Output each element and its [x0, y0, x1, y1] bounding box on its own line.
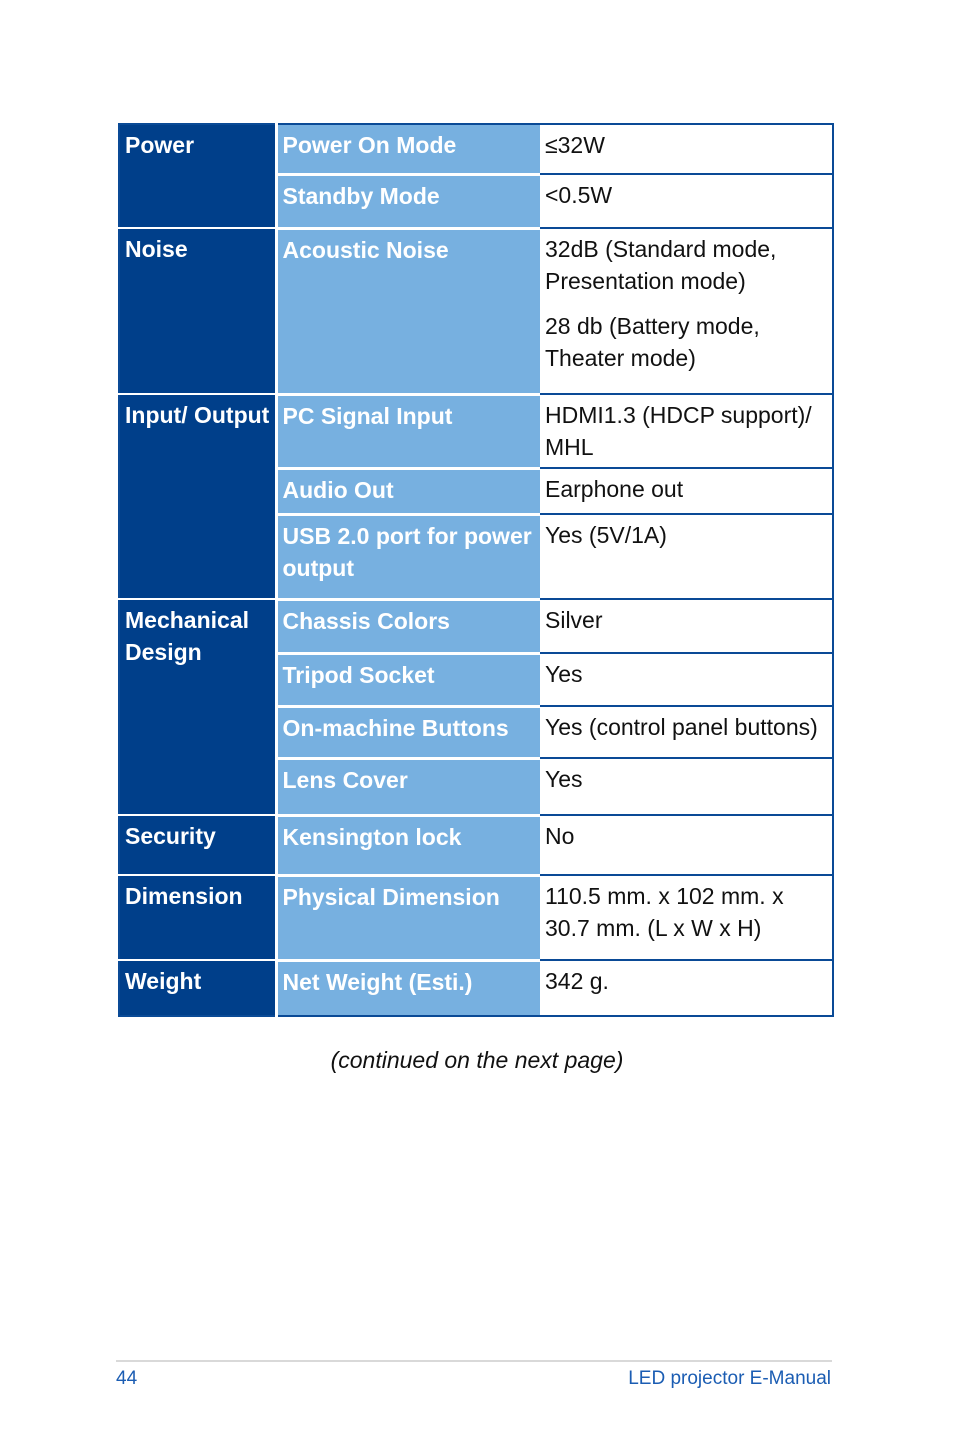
- feature-net-weight: Net Weight (Esti.): [276, 960, 540, 1016]
- value-standby-mode: [540, 174, 833, 228]
- category-dimension: Dimension: [119, 875, 276, 960]
- category-security: Security: [119, 815, 276, 875]
- category-weight: Weight: [119, 960, 276, 1016]
- value-text: Yes: [545, 661, 583, 687]
- footer-divider: [116, 1360, 832, 1362]
- feature-audio-out: Audio Out: [276, 468, 540, 514]
- value-audio-out: [540, 468, 833, 514]
- value-text: 28 db (Battery mode, Theater mode): [545, 313, 760, 371]
- value-on-machine-buttons: [540, 706, 833, 758]
- feature-chassis-colors: Chassis Colors: [276, 599, 540, 653]
- feature-usb-power-output: USB 2.0 port for power output: [276, 514, 540, 599]
- feature-kensington-lock: Kensington lock: [276, 815, 540, 875]
- value-usb-power-output: [540, 514, 833, 599]
- feature-physical-dimension: Physical Dimension: [276, 875, 540, 960]
- continued-note: (continued on the next page): [330, 1047, 624, 1073]
- value-chassis-colors: [540, 599, 833, 653]
- value-text: 110.5 mm. x 102 mm. x 30.7 mm. (L x W x H): [545, 883, 784, 941]
- category-power: Power: [119, 124, 276, 228]
- value-text: <0.5W: [545, 182, 613, 208]
- page-number: 44: [116, 1368, 138, 1389]
- value-text: ≤32W: [545, 132, 605, 158]
- value-power-on-mode: [540, 124, 833, 174]
- category-noise: Noise: [119, 228, 276, 394]
- category-input-output: Input/ Output: [119, 394, 276, 599]
- value-text: No: [545, 823, 575, 849]
- spec-table: [118, 123, 834, 1017]
- value-text: 32dB (Standard mode, Presentation mode): [545, 236, 777, 294]
- feature-power-on-mode: Power On Mode: [276, 124, 540, 174]
- category-mechanical-design: Mechanical Design: [119, 599, 276, 815]
- value-lens-cover: [540, 758, 833, 815]
- value-text: Silver: [545, 607, 603, 633]
- value-physical-dimension: [540, 875, 833, 960]
- value-text: Yes (5V/1A): [545, 522, 667, 548]
- feature-tripod-socket: Tripod Socket: [276, 653, 540, 706]
- value-text: HDMI1.3 (HDCP support)/ MHL: [545, 402, 812, 460]
- value-tripod-socket: [540, 653, 833, 706]
- value-net-weight: [540, 960, 833, 1016]
- value-kensington-lock: [540, 815, 833, 875]
- value-text: Yes (control panel buttons): [545, 714, 818, 740]
- value-acoustic-noise: [540, 228, 833, 394]
- value-pc-signal-input: [540, 394, 833, 468]
- feature-acoustic-noise: Acoustic Noise: [276, 228, 540, 394]
- feature-on-machine-buttons: On-machine Buttons: [276, 706, 540, 758]
- value-text: Earphone out: [545, 476, 684, 502]
- feature-pc-signal-input: PC Signal Input: [276, 394, 540, 468]
- feature-lens-cover: Lens Cover: [276, 758, 540, 815]
- value-text: Yes: [545, 766, 583, 792]
- manual-title: LED projector E-Manual: [628, 1368, 831, 1389]
- feature-standby-mode: Standby Mode: [276, 174, 540, 228]
- value-text: 342 g.: [545, 968, 609, 994]
